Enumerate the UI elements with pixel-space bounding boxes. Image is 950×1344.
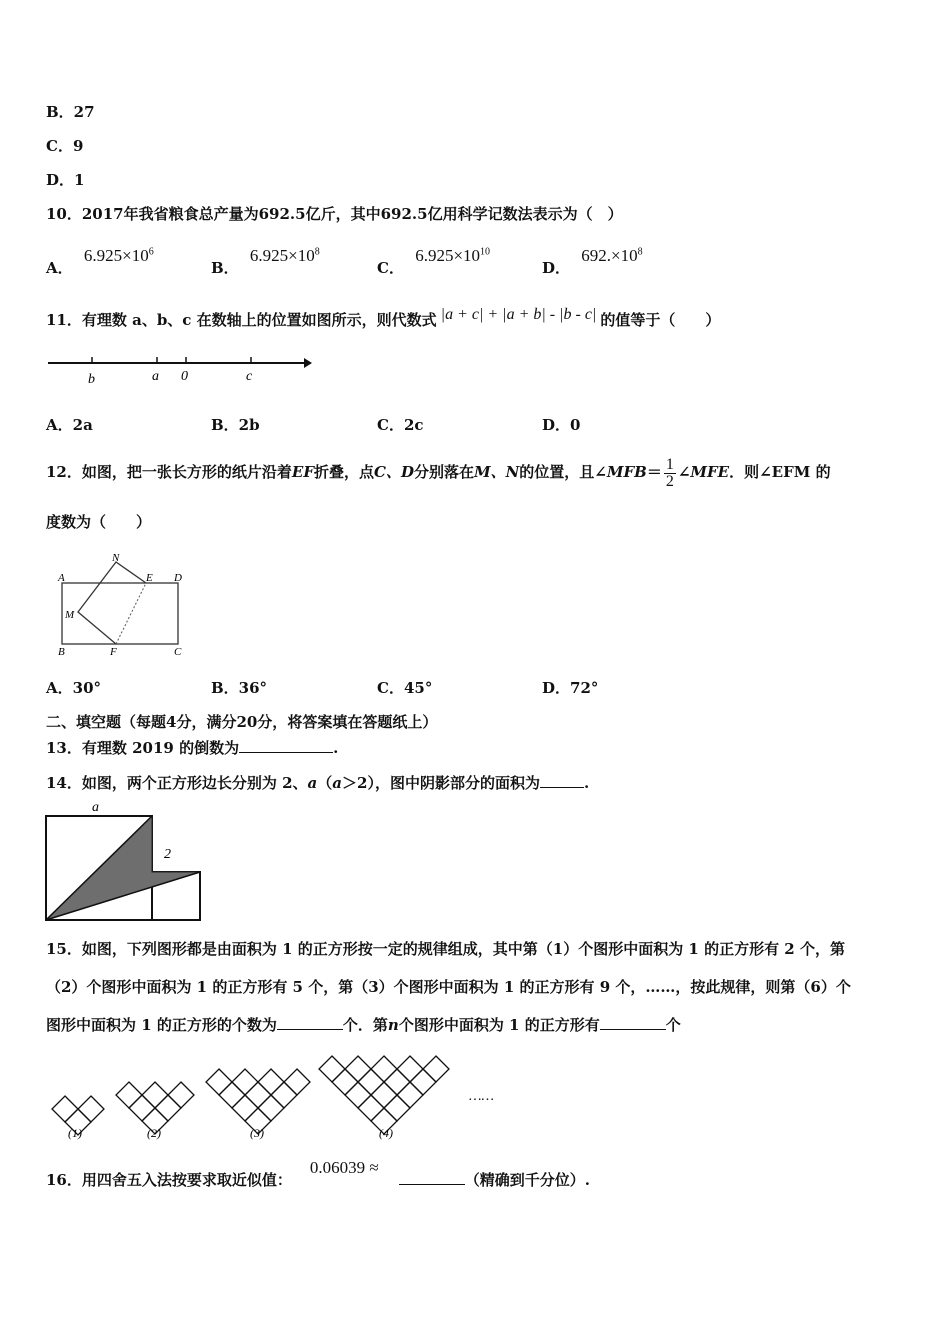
ellipsis: …… [469, 1089, 494, 1104]
unit-square [410, 1069, 436, 1095]
q12-option-a: A．30° [46, 679, 102, 697]
q10-option-c-letter: C． [377, 258, 404, 277]
prev-option-d: D．1 [46, 171, 85, 189]
unit-square [371, 1056, 397, 1082]
number-line-arrow [304, 358, 312, 368]
q15-answer-blank-2[interactable] [600, 1029, 666, 1030]
pattern-3 [206, 1069, 310, 1134]
unit-square [129, 1095, 155, 1121]
label-c: c [246, 369, 253, 384]
unit-square [52, 1096, 78, 1122]
unit-square [397, 1056, 423, 1082]
q12-folded-rectangle-figure [56, 550, 206, 660]
q10-option-b-letter: B． [211, 258, 239, 277]
q12-option-d: D．72° [542, 679, 599, 697]
unit-square [319, 1056, 345, 1082]
unit-square [116, 1082, 142, 1108]
q12-stem-line2: 度数为（ ） [46, 513, 152, 531]
q14-stem: 14．如图，两个正方形边长分别为 2、a（a＞2），图中阴影部分的面积为 . [46, 774, 590, 792]
q10-option-b [211, 242, 320, 277]
unit-square [219, 1082, 245, 1108]
q11-number-line-figure [46, 350, 316, 390]
prev-option-b: B．27 [46, 103, 95, 121]
q13-stem: 13．有理数 2019 的倒数为 . [46, 739, 339, 757]
q10-option-b-value: $6.925\times 10^8$ [249, 245, 320, 265]
q14-two-squares-figure [44, 798, 209, 923]
unit-square [345, 1056, 371, 1082]
q12-fraction: $\frac{1}{2}$ [665, 455, 674, 490]
caption-3: (3) [250, 1126, 264, 1140]
label-a: a [152, 369, 159, 384]
unit-square [358, 1095, 384, 1121]
caption-4: (4) [379, 1126, 393, 1140]
q16-expression: 0.06039 ≈ [309, 1158, 379, 1177]
label-a: A [58, 572, 65, 584]
label-a: a [92, 800, 99, 815]
q10-stem: 10．2017年我省粮食总产量为692.5亿斤，其中692.5亿用科学记数法表示为（ ） [46, 205, 623, 223]
q14-answer-blank[interactable] [540, 787, 584, 788]
q10-option-c-value: $6.925\times 10^{10}$ [415, 245, 491, 265]
unit-square [358, 1069, 384, 1095]
q12-option-b: B．36° [211, 679, 268, 697]
unit-square [371, 1082, 397, 1108]
prev-option-c: C．9 [46, 137, 84, 155]
q11-stem: 11．有理数 a、b、c 在数轴上的位置如图所示，则代数式 |a + c| + |a + b| - |b - c| 的值等于（ ） [46, 306, 721, 329]
unit-square [332, 1069, 358, 1095]
pattern-4 [319, 1056, 449, 1134]
q12-option-c: C．45° [377, 679, 433, 697]
unit-square [345, 1082, 371, 1108]
q15-stem-line3: 图形中面积为 1 的正方形的个数为 个．第n个图形中面积为 1 的正方形有 个 [46, 1016, 681, 1034]
section-fill-blank-heading: 二、填空题（每题4分，满分20分，将答案填在答题纸上） [46, 713, 438, 731]
q10-option-a-value: $6.925\times 10^6$ [83, 245, 154, 265]
q10-option-a [46, 242, 154, 277]
label-2: 2 [164, 847, 171, 862]
label-d: D [174, 572, 182, 584]
q12-stem-line1: 12．如图，把一张长方形的纸片沿着EF折叠，点C、D分别落在M、N的位置，且∠MFB＝ $\frac{1}{2}$ ∠MFE．则∠EFM 的 [46, 455, 831, 490]
unit-square [397, 1082, 423, 1108]
q16-stem: 16．用四舍五入法按要求取近似值：0.06039 ≈（精确到千分位）. [46, 1158, 590, 1189]
unit-square [258, 1095, 284, 1121]
q10-option-c [377, 242, 491, 277]
shaded-region [46, 816, 200, 920]
q15-stem-line1: 15．如图，下列图形都是由面积为 1 的正方形按一定的规律组成，其中第（1）个图形中面积为 1 的正方形有 2 个，第 [46, 940, 845, 958]
label-b: b [88, 372, 95, 387]
q10-option-d-value: $692.\times 10^8$ [581, 245, 643, 265]
unit-square [384, 1069, 410, 1095]
q11-expression: |a + c| + |a + b| - |b - c| [440, 306, 597, 323]
q15-stem-line2: （2）个图形中面积为 1 的正方形有 5 个，第（3）个图形中面积为 1 的正方形有 9 个，……，按此规律，则第（6）个 [46, 978, 851, 996]
q11-option-c: C．2c [377, 416, 424, 434]
unit-square [78, 1096, 104, 1122]
q16-answer-blank[interactable] [399, 1184, 465, 1185]
q10-option-a-letter: A． [46, 258, 73, 277]
label-f: F [110, 646, 117, 658]
unit-square [155, 1095, 181, 1121]
q11-option-a: A．2a [46, 416, 93, 434]
unit-square [258, 1069, 284, 1095]
caption-2: (2) [147, 1126, 161, 1140]
caption-1: (1) [68, 1126, 82, 1140]
q13-answer-blank[interactable] [239, 752, 333, 753]
unit-square [142, 1082, 168, 1108]
fold-line-ef [116, 583, 146, 644]
unit-square [206, 1069, 232, 1095]
q15-square-pattern-figure [44, 1048, 564, 1148]
label-0: 0 [181, 369, 188, 384]
unit-square [284, 1069, 310, 1095]
unit-square [232, 1069, 258, 1095]
q15-answer-blank-1[interactable] [277, 1029, 343, 1030]
unit-square [384, 1095, 410, 1121]
q11-option-d: D．0 [542, 416, 581, 434]
q10-option-d [542, 242, 643, 277]
label-e: E [146, 572, 153, 584]
unit-square [245, 1082, 271, 1108]
unit-square [232, 1095, 258, 1121]
unit-square [168, 1082, 194, 1108]
label-b: B [58, 646, 65, 658]
unit-square [271, 1082, 297, 1108]
q10-option-d-letter: D． [542, 258, 571, 277]
label-c: C [174, 646, 182, 658]
label-m: M [65, 609, 75, 621]
unit-square [423, 1056, 449, 1082]
q11-option-b: B．2b [211, 416, 260, 434]
label-n: N [112, 552, 120, 564]
